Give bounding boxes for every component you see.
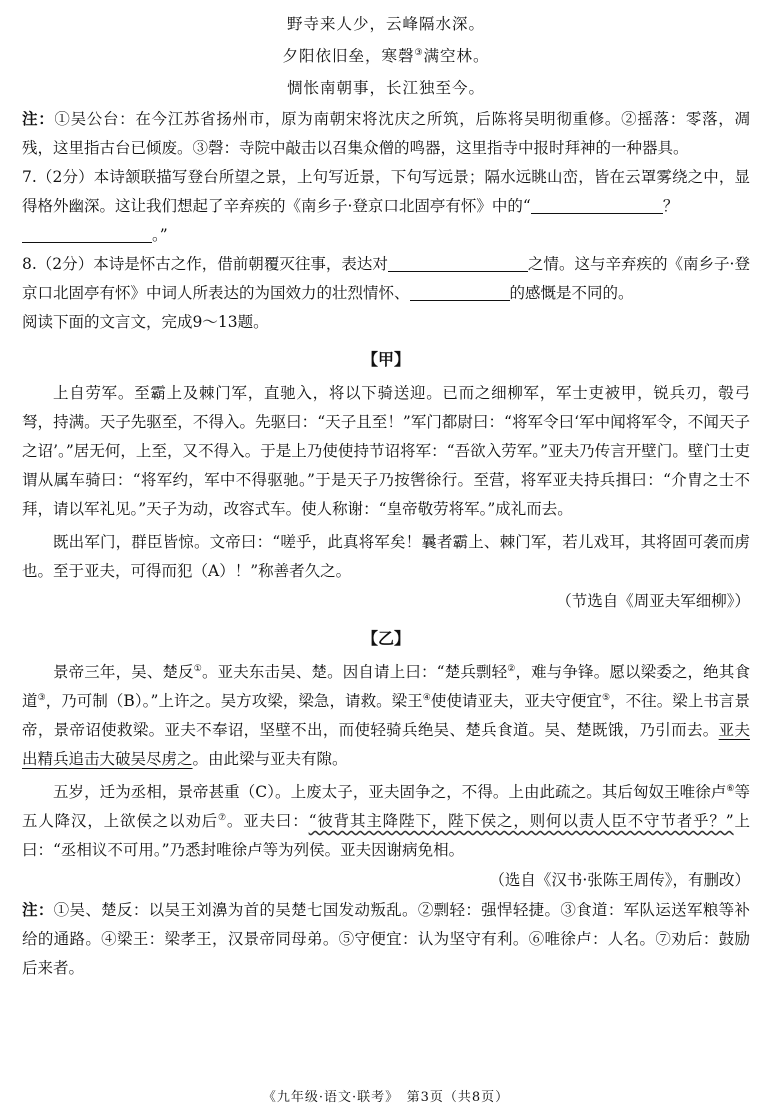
- passage-jia-source: （节选自《周亚夫军细柳》）: [556, 592, 750, 610]
- note-label: 注：: [22, 109, 55, 128]
- underlined-sentence: 亚夫出精兵追击大破吴尽虏之: [22, 721, 750, 768]
- poem: [22, 8, 750, 104]
- note-label: 注：: [22, 900, 54, 919]
- answer-blank-7a[interactable]: [531, 198, 663, 215]
- passage-yi-paragraph-1: 景帝三年，吴、楚反①。亚夫东击吴、楚。因自请上曰：“楚兵剽轻②，难与争锋。愿以梁委之，绝其食道③，乃可制（B）。”上许之。吴方攻梁，梁急，请救。梁王④使使请亚夫，亚夫守便宜⑤，不往。梁上书言景帝，景帝诏使救梁。亚夫不奉诏，坚壁不出，而使轻骑兵绝吴、楚兵食道。吴、楚既饿，乃引而去。亚夫出精兵追击大破吴尽虏之。由此梁与亚夫有隙。: [22, 663, 750, 768]
- footnote-mark: ③: [414, 47, 424, 58]
- reading-instruction: 阅读下面的文言文，完成9～13题。: [22, 313, 269, 331]
- poem-line-2: 夕阳依旧垒，寒磬③满空林。: [282, 47, 490, 65]
- passage-yi-source: （选自《汉书·张陈王周传》，有删改）: [489, 871, 750, 889]
- poem-notes: 注：①吴公台：在今江苏省扬州市，原为南朝宋将沈庆之所筑，后陈将吴明彻重修。②摇落：零落，凋残，这里指古台已倾废。③磬：寺院中敲击以召集众僧的鸣器，这里指寺中报时拜神的一种器具。: [22, 109, 750, 157]
- section-heading-jia: 【甲】: [361, 350, 410, 369]
- poem-line-3: 惆怅南朝事，长江独至今。: [286, 79, 485, 97]
- passage-jia-paragraph-1: 上自劳军。至霸上及棘门军，直驰入，将以下骑送迎。已而之细柳军，军士吏被甲，锐兵刃，彀弓弩，持满。天子先驱至，不得入。先驱曰：“天子且至！”军门都尉曰：“将军令曰‘军中闻将军令，不闻天子之诏’。”居无何，上至，又不得入。于是上乃使使持节诏将军：“吾欲入劳军。”亚夫乃传言开壁门。壁门士吏谓从属车骑曰：“将军约，军中不得驱驰。”于是天子乃按辔徐行。至营，将军亚夫持兵揖曰：“介胄之士不拜，请以军礼见。”天子为动，改容式车。使人称谢：“皇帝敬劳将军。”成礼而去。: [22, 384, 750, 518]
- poem-line-1: 野寺来人少，云峰隔水深。: [286, 15, 485, 33]
- section-heading-yi: 【乙】: [361, 629, 410, 648]
- answer-blank-8a[interactable]: [388, 256, 528, 273]
- answer-blank-8b[interactable]: [410, 285, 510, 302]
- answer-blank-7b[interactable]: [22, 227, 152, 244]
- passage-notes: 注：①吴、楚反：以吴王刘濞为首的吴楚七国发动叛乱。②剽轻：强悍轻捷。③食道：军队运送军粮等补给的通路。④梁王：梁孝王，汉景帝同母弟。⑤守便宜：认为坚守有利。⑥唯徐卢：人名。⑦劝后：鼓励后来者。: [22, 900, 750, 977]
- question-7: 7.（2分）本诗颔联描写登台所望之景，上句写近景，下句写远景；隔水远眺山峦，皆在云罩雾绕之中，显得格外幽深。这让我们想起了辛弃疾的《南乡子·登京口北固亭有怀》中的“ ？ 。”: [22, 168, 750, 244]
- wavy-underlined-sentence: “彼背其主降陛下，陛下侯之，则何以责人臣不守节者乎？”: [308, 812, 734, 830]
- question-8: 8.（2分）本诗是怀古之作，借前朝覆灭往事，表达对 之情。这与辛弃疾的《南乡子·登京口北固亭有怀》中词人所表达的为国效力的壮烈情怀、 的感慨是不同的。: [22, 255, 750, 302]
- passage-yi-paragraph-2: 五岁，迁为丞相，景帝甚重（C）。上废太子，亚夫固争之，不得。上由此疏之。其后匈奴王唯徐卢⑥等五人降汉，上欲侯之以劝后⑦。亚夫曰：“彼背其主降陛下，陛下侯之，则何以责人臣不守节者乎？”上曰：“丞相议不可用。”乃悉封唯徐卢等为列侯。亚夫因谢病免相。: [22, 783, 750, 859]
- page-footer: 《九年级·语文·联考》 第3页（共8页）: [262, 1090, 510, 1105]
- passage-jia-paragraph-2: 既出军门，群臣皆惊。文帝曰：“嗟乎，此真将军矣！曩者霸上、棘门军，若儿戏耳，其将固可袭而虏也。至于亚夫，可得而犯（A）！”称善者久之。: [22, 533, 750, 580]
